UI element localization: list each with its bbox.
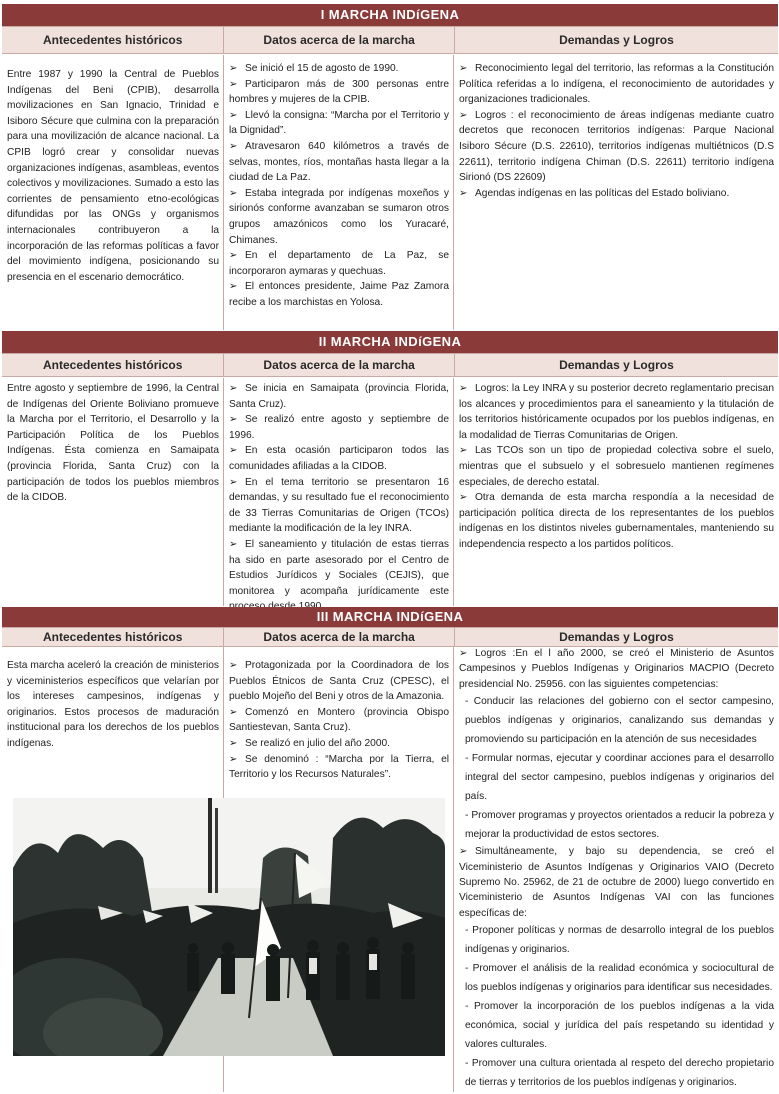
header-logros: Demandas y Logros	[559, 358, 674, 372]
arrow-bullet-icon: ➢	[229, 383, 238, 394]
logros-item: ➢ Agendas indígenas en las políticas del Estado boliviano.	[459, 186, 774, 202]
competencia-item: - Conducir las relaciones del gobierno con el sector campesino, pueblos indígenas y originarios, canalizando sus demandas y promoviendo su participación en la atención de sus necesidades	[465, 696, 774, 746]
column-headers	[2, 26, 778, 54]
march-photo-image	[13, 798, 445, 1056]
datos-item: ➢ Participaron más de 300 personas entre hombres y mujeres de la CPIB.	[229, 78, 449, 106]
arrow-bullet-icon: ➢	[459, 846, 468, 858]
column-headers	[2, 627, 778, 647]
datos-item: ➢ Atravesaron 640 kilómetros a través de selvas, montes, ríos, montañas hasta llegar a la ciudad de La Paz.	[229, 140, 449, 184]
datos-item: ➢ Protagonizada por la Coordinadora de los Pueblos Étnicos de Santa Cruz (CPESC), el pueblo Mojeño del Beni y otros de la Amazonia.	[229, 660, 449, 703]
arrow-bullet-icon: ➢	[229, 445, 238, 457]
datos-item: ➢ Comenzó en Montero (provincia Obispo Santiestevan, Santa Cruz).	[229, 706, 449, 734]
funcion-item: - Promover una cultura orientada al respeto del derecho propietario de tierras y territorios de los pueblos indígenas y originarios.	[465, 1058, 774, 1089]
antecedentes-text: Esta marcha aceleró la creación de ministerios y viceministerios específicos que velarían por los intereses campesinos, indígenas y originarios. Estos procesos de maduración institucional para los derechos de los pueblos indígenas.	[2, 646, 224, 1092]
header-logros: Demandas y Logros	[559, 630, 674, 644]
section-body	[2, 378, 778, 606]
logros-list	[454, 378, 778, 606]
datos-item: ➢ El saneamiento y titulación de estas tierras ha sido en parte asesorado por el Centro de Estudios Jurídicos y Sociales (CEJIS), que monitorea y acompaña jurídicamente este	[229, 538, 449, 597]
arrow-bullet-icon: ➢	[229, 476, 238, 488]
header-antecedentes: Antecedentes históricos	[2, 628, 224, 646]
logros-item: ➢ Logros : el reconocimiento de áreas indígenas mediante cuatro decretos que reconocen territorios indígenas: Parque Nacional Isiboro Sécure (D.S. 22610), territorios indígenas multiétnicos (D.S 22611), territorio indígena Chiman (D.S. 22611) territorio indígena Sirionó (DS 22609)	[459, 109, 774, 184]
section-title: II MARCHA INDíGENA	[2, 331, 778, 353]
logros-list	[454, 646, 778, 1092]
arrow-bullet-icon: ➢	[459, 648, 468, 659]
datos-item: ➢ En el departamento de La Paz, se incorporaron aymaras y quechuas.	[229, 250, 449, 277]
arrow-bullet-icon: ➢	[229, 140, 238, 152]
datos-item: ➢ El entonces presidente, Jaime Paz Zamora recibe a los marchistas en Yolosa.	[229, 281, 449, 308]
datos-item: ➢ En esta ocasión participaron todos las comunidades afiliadas a la CIDOB.	[229, 445, 449, 472]
header-antecedentes: Antecedentes históricos	[2, 354, 224, 376]
logros-item: ➢ Simultáneamente, y bajo su dependencia, se creó el Viceministerio de Asuntos Indígenas y Originarios VAIO (Decreto Supremo No. 25962, de 21 de octubre de 2000) luego convertido en Viceministerio de Asuntos Indígenas VAI con las funciones específicas de:	[459, 846, 774, 919]
arrow-bullet-icon: ➢	[459, 187, 468, 199]
competencia-item: - Promover programas y proyectos orientados a reducir la pobreza y mejorar la productividad de estos sectores.	[465, 810, 774, 841]
antecedentes-text: Entre agosto y septiembre de 1996, la Central de Indígenas del Oriente Boliviano promueve la Marcha por el Territorio, el Desarrollo y la Participación Política de los Pueblos Indígenas. Ésta comienza en Samaipata (provincia Florida, Santa Cruz) con la participación de todos los pueblos miembros de la CIDOB.	[2, 378, 224, 606]
arrow-bullet-icon: ➢	[459, 63, 468, 74]
funcion-item: - Promover el análisis de la realidad económica y sociocultural de los pueblos indígenas y originarios para identificar sus necesidades.	[465, 963, 774, 994]
datos-item: ➢ Se realizó entre agosto y septiembre de 1996.	[229, 414, 449, 441]
datos-item: ➢ Se inició el 15 de agosto de 1990.	[229, 61, 449, 77]
arrow-bullet-icon: ➢	[459, 109, 468, 121]
datos-list	[224, 378, 454, 606]
header-datos: Datos acerca de la marcha	[224, 27, 454, 53]
arrow-bullet-icon: ➢	[229, 250, 238, 262]
arrow-bullet-icon: ➢	[229, 281, 238, 293]
arrow-bullet-icon: ➢	[229, 538, 238, 550]
arrow-bullet-icon: ➢	[229, 78, 238, 90]
arrow-bullet-icon: ➢	[229, 63, 238, 74]
arrow-bullet-icon: ➢	[229, 109, 238, 121]
section-title: III MARCHA INDíGENA	[2, 607, 778, 627]
arrow-bullet-icon: ➢	[459, 383, 468, 394]
datos-item: ➢ Se denominó : “Marcha por la Tierra, el Territorio y los Recursos Naturales”.	[229, 753, 449, 781]
logros-item: ➢ Logros: la Ley INRA y su posterior decreto reglamentario precisan los alcances y procedimientos para el saneamiento y la titulación de los territorios históricamente ocupados por los pueblos indígenas, en la modalidad de Tierras Comunitarias de Origen.	[459, 383, 774, 441]
datos-item: ➢ Se realizó en julio del año 2000.	[229, 736, 449, 752]
arrow-bullet-icon: ➢	[229, 660, 238, 671]
datos-item: ➢ Llevó la consigna: “Marcha por el Territorio y la Dignidad”.	[229, 109, 449, 137]
logros-item: ➢ Logros :En el l año 2000, se creó el Ministerio de Asuntos Campesinos y Pueblos Indígenas y Originarios MACPIO (Decreto presidencial No. 25956. con las siguientes competencias:	[459, 648, 774, 690]
header-datos: Datos acerca de la marcha	[224, 628, 454, 646]
funcion-item: - Proponer políticas y normas de desarrollo integral de los pueblos indígenas y originarios.	[465, 925, 774, 956]
logros-item: ➢ Reconocimiento legal del territorio, las reformas a la Constitución Política referidas a lo indígena, el reconocimiento de autoridades y organizaciones tradicionales.	[459, 63, 774, 106]
section-marcha-2	[2, 331, 778, 606]
march-photo	[13, 798, 445, 1056]
header-datos: Datos acerca de la marcha	[224, 354, 454, 376]
datos-item: ➢ En el tema territorio se presentaron 16 demandas, y su resultado fue el reconocimiento de 33 Tierras Comunitarias de Origen (TCOs) mediante la modificación de la ley INRA.	[229, 476, 449, 535]
logros-list	[454, 55, 778, 330]
section-body	[2, 55, 778, 330]
arrow-bullet-icon: ➢	[229, 187, 238, 199]
column-headers	[2, 353, 778, 377]
arrow-bullet-icon: ➢	[229, 706, 238, 718]
competencia-item: - Formular normas, ejecutar y coordinar acciones para el desarrollo integral del sector campesino, pueblos indígenas y originarios del país.	[465, 753, 774, 803]
logros-item: ➢ Otra demanda de esta marcha respondía a la necesidad de participación política directa de los representantes de los pueblos indígenas en los distintos niveles gubernamentales, manteniendo su independencia respecto a los partidos políticos.	[459, 492, 774, 550]
funcion-item: - Promover la incorporación de los pueblos indígenas a la vida económica, social y jurídica del país respetando su identidad y valores culturales.	[465, 1001, 774, 1051]
header-logros: Demandas y Logros	[559, 33, 674, 47]
header-antecedentes: Antecedentes históricos	[2, 27, 224, 53]
logros-item: ➢ Las TCOs son un tipo de propiedad colectiva sobre el suelo, mientras que el subsuelo y el sobresuelo mantienen regímenes especiales, de derecho estatal.	[459, 445, 774, 488]
arrow-bullet-icon: ➢	[229, 753, 238, 765]
section-marcha-1	[2, 4, 778, 330]
section-title: I MARCHA INDíGENA	[2, 4, 778, 26]
arrow-bullet-icon: ➢	[229, 414, 238, 426]
arrow-bullet-icon: ➢	[229, 737, 238, 749]
datos-item: ➢ Estaba integrada por indígenas moxeños y sirionós conforme avanzaban se sumaron otros grupos amazónicos como los Yuracaré, Chimanes.	[229, 187, 449, 246]
arrow-bullet-icon: ➢	[459, 445, 468, 457]
arrow-bullet-icon: ➢	[459, 492, 468, 504]
datos-list	[224, 55, 454, 330]
datos-item: ➢ Se inicia en Samaipata (provincia Florida, Santa Cruz).	[229, 383, 449, 410]
antecedentes-text: Entre 1987 y 1990 la Central de Pueblos Indígenas del Beni (CPIB), desarrolla movilizaciones en San Ignacio, Trinidad e Isiboro Sécure que culmina con la preparación para una movilización de alcance nacional. La CPIB logró crear y consolidar nuevas organizaciones indígenas, asambleas, eventos colectivos y movilizaciones. Sumado a esto las corrientes de pensamiento etno-ecológicas difundidas por las ONGs y organismos internacionales contribuyeron a la incorporación de las reformas políticas a favor del movimiento indígena, posicionando su presencia en el escenario democrático.	[2, 55, 224, 330]
